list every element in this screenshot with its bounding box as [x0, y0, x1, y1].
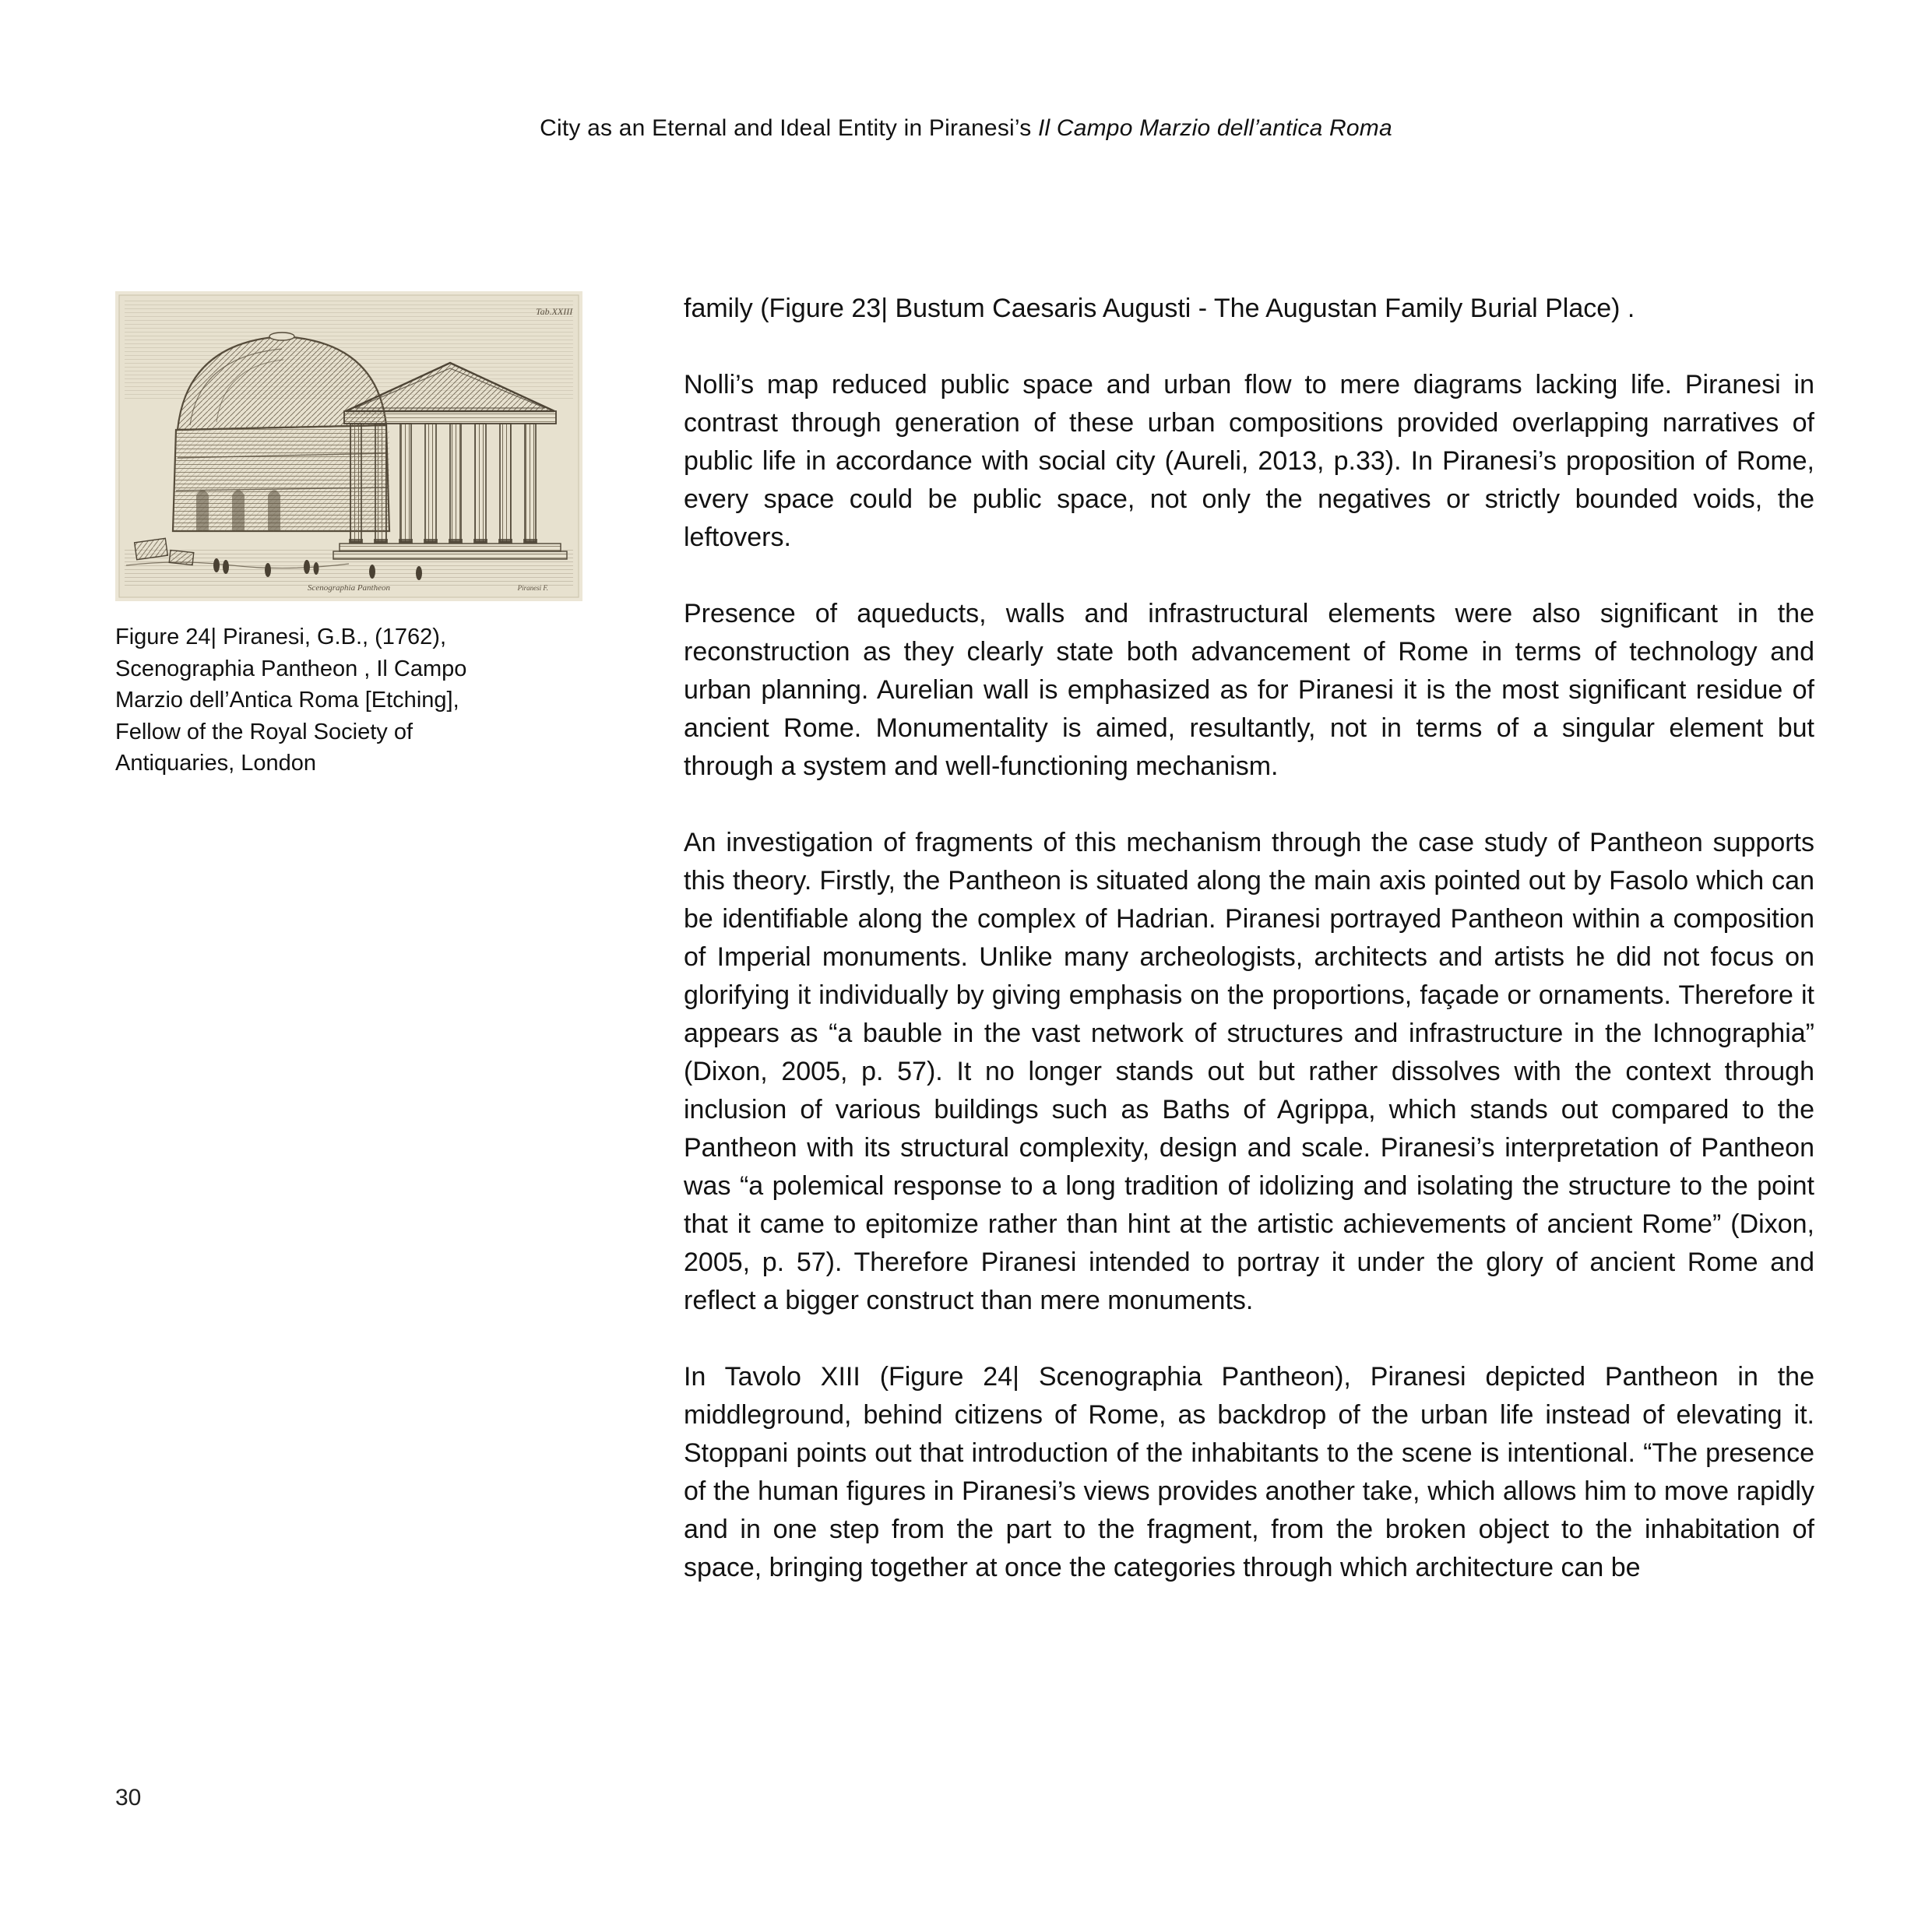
running-head: [0, 115, 1932, 142]
paragraph-3: Presence of aqueducts, walls and infrastructural elements were also significant in the reconstruction as they clearly state both advancement of Rome in terms of technology and urban planning. Aurelian wall is emphasized as for Piranesi it is the most significant residue of ancient Rome. Monumentality is aimed, resultantly, not in terms of a singular element but through a system and well-functioning mechanism.: [684, 599, 1814, 781]
paragraph-2: Nolli’s map reduced public space and urban flow to mere diagrams lacking life. Piranesi in contrast through generation of these urban compositions provided overlapping narratives of public life in accordance with social city (Aureli, 2013, p.33). In Piranesi’s proposition of Rome, every space could be public space, not only the negatives or strictly bounded voids, the leftovers.: [684, 370, 1814, 552]
engraved-title: Scenographia Pantheon: [307, 583, 391, 593]
body-text-column: [684, 290, 1814, 1587]
pantheon-etching-image: [115, 291, 582, 601]
pantheon-entablature: [344, 411, 556, 424]
dome-oculus-cap: [269, 333, 294, 340]
running-head-italic: Il Campo Marzio dell’antica Roma: [1037, 115, 1392, 141]
page-number: 30: [115, 1785, 142, 1811]
running-head-plain: City as an Eternal and Ideal Entity in Piranesi’s: [540, 115, 1038, 141]
paragraph-5: In Tavolo XIII (Figure 24| Scenographia Pantheon), Piranesi depicted Pantheon in the middleground, behind citizens of Rome, as backdrop of the urban life instead of elevating it. Stoppani points out that introduction of the inhabitants to the scene is intentional. “The presence of the human figures in Piranesi’s views provides another take, which allows him to move rapidly and in one step from the part to the fragment, from the broken object to the inhabitation of space, bringing together at once the categories through which architecture can be: [684, 1362, 1814, 1582]
figure-24: [115, 291, 582, 779]
engraver-mark: Piranesi F.: [517, 584, 548, 592]
plate-number-label: Tab.XXIII: [536, 306, 573, 317]
paragraph-1: family (Figure 23| Bustum Caesaris Augusti - The Augustan Family Burial Place) .: [684, 294, 1635, 323]
paragraph-4: An investigation of fragments of this mechanism through the case study of Pantheon supports this theory. Firstly, the Pantheon is situated along the main axis pointed out by Fasolo which can be identifiable along the complex of Hadrian. Piranesi portrayed Pantheon within a composition of Imperial monuments. Unlike many archeologists, architects and artists he did not focus on glorifying it individually by giving emphasis on the proportions, façade or ornaments. Therefore it appears as “a bauble in the vast network of structures and infrastructure in the Ichnographia” (Dixon, 2005, p. 57). It no longer stands out but rather dissolves with the context through inclusion of various buildings such as Baths of Agrippa, which stands out compared to the Pantheon with its structural complexity, design and scale. Piranesi’s interpretation of Pantheon was “a polemical response to a long tradition of idolizing and isolating the structure to the point that it came to epitomize rather than hint at the artistic achievements of ancient Rome” (Dixon, 2005, p. 57). Therefore Piranesi intended to portray it under the glory of ancient Rome and reflect a bigger construct than mere monuments.: [684, 828, 1814, 1315]
figure-caption: Figure 24| Piranesi, G.B., (1762), Scenographia Pantheon , Il Campo Marzio dell’Antica Roma [Etching], Fellow of the Royal Society of Antiquaries, London: [115, 625, 467, 776]
